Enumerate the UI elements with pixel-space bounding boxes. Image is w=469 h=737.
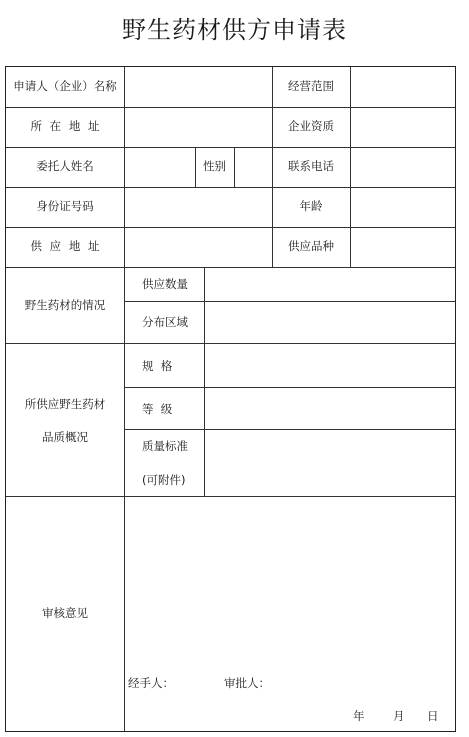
phone-label: 联系电话: [288, 159, 334, 173]
age-label: 年龄: [299, 199, 323, 213]
row-divider: [6, 107, 455, 108]
quality-standard-label-line2: (可附件): [142, 473, 186, 487]
spec-label: 规 格: [142, 359, 173, 373]
distribution-region-label: 分布区域: [142, 315, 188, 329]
handler-label: 经手人：: [128, 676, 174, 690]
qualification-label: 企业资质: [288, 119, 334, 133]
id-number-label: 身份证号码: [36, 199, 94, 213]
business-scope-label: 经营范围: [288, 79, 334, 93]
column-divider: [234, 147, 235, 187]
row-divider: [6, 227, 455, 228]
column-divider: [204, 267, 205, 496]
quality-overview-label-line1: 所供应野生药材: [24, 397, 106, 411]
applicant-name-label: 申请人（企业）名称: [13, 79, 117, 93]
quality-standard-label-line1: 质量标准: [142, 439, 188, 453]
month-label: 月: [393, 709, 405, 723]
column-divider: [350, 67, 351, 267]
row-divider: [124, 429, 455, 430]
row-divider: [6, 187, 455, 188]
row-divider: [6, 343, 455, 344]
row-divider: [6, 496, 455, 497]
wild-herb-situation-label: 野生药材的情况: [24, 298, 106, 312]
form-title: 野生药材供方申请表: [122, 16, 347, 44]
application-form-table: [5, 66, 456, 732]
supply-variety-label: 供应品种: [288, 239, 334, 253]
row-divider: [124, 387, 455, 388]
quality-overview-label-line2: 品质概况: [42, 430, 88, 444]
supply-quantity-label: 供应数量: [142, 277, 188, 291]
delegate-name-label: 委托人姓名: [36, 159, 94, 173]
column-divider: [124, 67, 125, 731]
year-label: 年: [353, 709, 365, 723]
supply-address-label: 供 应 地 址: [30, 239, 100, 253]
review-opinion-label: 审核意见: [42, 606, 88, 620]
gender-label: 性别: [203, 159, 226, 173]
grade-label: 等 级: [142, 402, 173, 416]
approver-label: 审批人：: [224, 676, 270, 690]
address-label: 所 在 地 址: [30, 119, 100, 133]
row-divider: [6, 267, 455, 268]
row-divider: [6, 147, 455, 148]
day-label: 日: [427, 709, 439, 723]
row-divider: [124, 301, 455, 302]
